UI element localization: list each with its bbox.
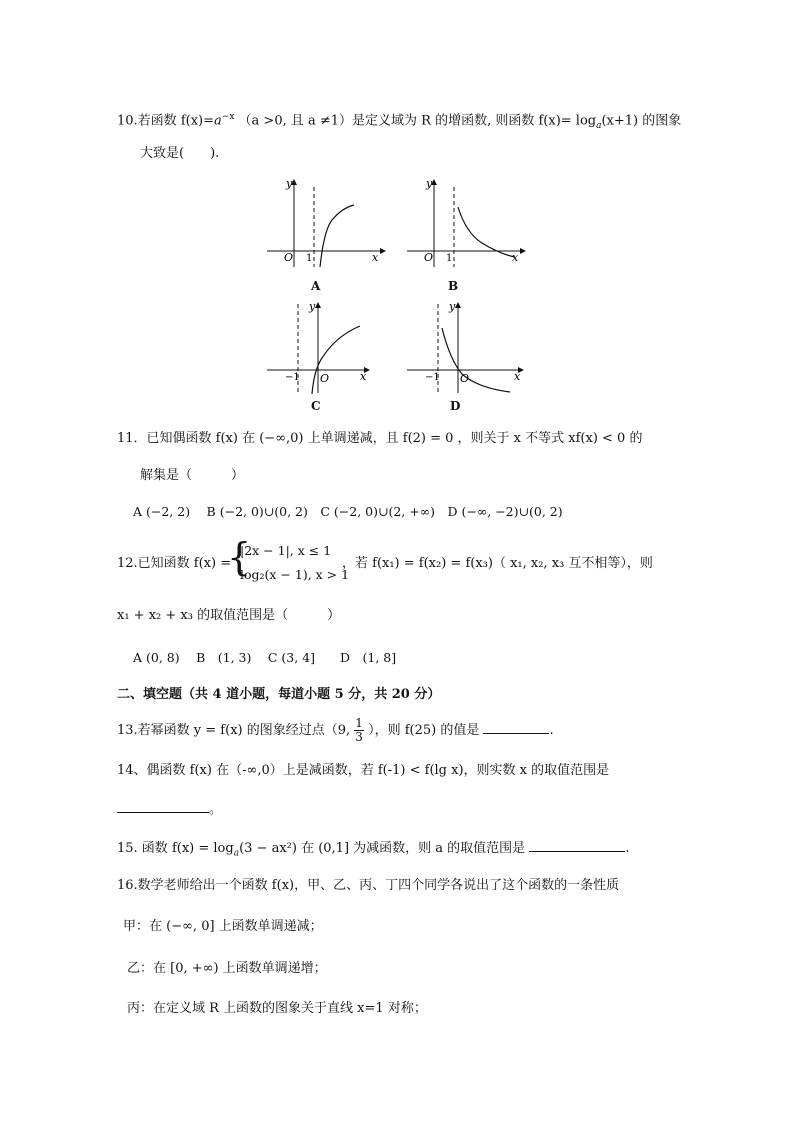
q16-line1: 16.数学老师给出一个函数 f(x)，甲、乙、丙、丁四个同学各说出了这个函数的一条性质 [117,878,620,893]
q16-jia: 甲：在 (−∞, 0] 上函数单调递减； [123,919,323,934]
section2-heading: 二、填空题（共 4 道小题，每道小题 5 分，共 20 分） [117,687,441,702]
q16-bing: 丙：在定义域 R 上函数的图象关于直线 x=1 对称； [127,1001,427,1016]
graph-a-mark: 1 [306,253,313,264]
graph-a-y-label: y [286,177,293,190]
graph-d-mark: −1 [425,372,440,383]
q12-case1: |2x − 1|, x ≤ 1 [240,543,332,558]
graph-d [402,298,527,398]
graph-d-label: D [450,399,461,413]
q10-line2: 大致是( ). [140,146,220,161]
graph-b-label: B [448,279,459,293]
graph-c-mark: −1 [285,372,300,383]
q11-line1: 11．已知偶函数 f(x) 在 (−∞,0) 上单调递减，且 f(2) = 0 ，则关于 x 不等式 xf(x) < 0 的 [117,431,643,446]
q13-line: 13.若幂函数 y = f(x) 的图象经过点（9, $\frac{1}{3}$ ），则 f(25) 的值是 . [117,716,554,744]
graph-b-x-label: x [512,251,519,264]
q12-suffix: ，若 f(x₁) = f(x₂) = f(x₃)（ x₁, x₂, x₃ 互不相等），则 [342,556,653,571]
q13-answer-blank[interactable] [483,719,549,734]
graph-c-origin: O [320,372,330,385]
q14-line1: 14、偶函数 f(x) 在（-∞,0）上是减函数，若 f(-1) < f(lg x)，则实数 x 的取值范围是 [117,763,610,778]
q12-options: A (0, 8) B (1, 3) C (3, 4] D (1, 8] [133,650,397,665]
graph-b-mark: 1 [446,253,453,264]
q12-case2: log₂(x − 1), x > 1 [240,567,350,582]
graph-b-origin: O [424,251,434,264]
graph-a-x-label: x [372,251,379,264]
q15-line: 15. 函数 $f(x) = \log_a(3 - ax^2)$ 在 (0,1] 为减函数，则 a 的取值范围是 . [117,837,629,863]
q15-answer-blank[interactable] [529,837,625,852]
graph-d-origin: O [460,372,470,385]
graph-a-origin: O [284,251,294,264]
q13-fraction: $\frac{1}{3}$ [355,716,363,744]
graph-c-label: C [311,399,321,413]
graph-c-x-label: x [360,370,367,383]
q12-line2: x₁ + x₂ + x₃ 的取值范围是（ ） [117,608,341,623]
q11-options: A (−2, 2) B (−2, 0)∪(0, 2) C (−2, 0)∪(2, +∞) D (−∞, −2)∪(0, 2) [133,504,563,519]
graph-a [262,175,387,270]
q16-yi: 乙：在 [0, +∞) 上函数单调递增； [127,961,327,976]
q12-brace: { [227,535,252,579]
q14-answer-blank[interactable] [117,798,209,813]
graph-b-y-label: y [426,177,433,190]
graph-a-label: A [311,279,321,293]
q11-line2: 解集是（ ） [140,468,245,483]
q14-line2: 。 [117,798,222,819]
graph-d-x-label: x [514,370,521,383]
q12-prefix: 12.已知函数 f(x) = [117,556,232,571]
graph-b [402,175,527,270]
graph-c-y-label: y [309,300,316,313]
graph-c [262,298,387,398]
graph-d-y-label: y [449,300,456,313]
q10-line1: 10.若函数 $f(x)=a^{-x}$ （a >0, 且 a ≠1）是定义域为 R 的增函数, 则函数 $f(x)= \log_a(x+1)$ 的图象 [117,112,682,131]
